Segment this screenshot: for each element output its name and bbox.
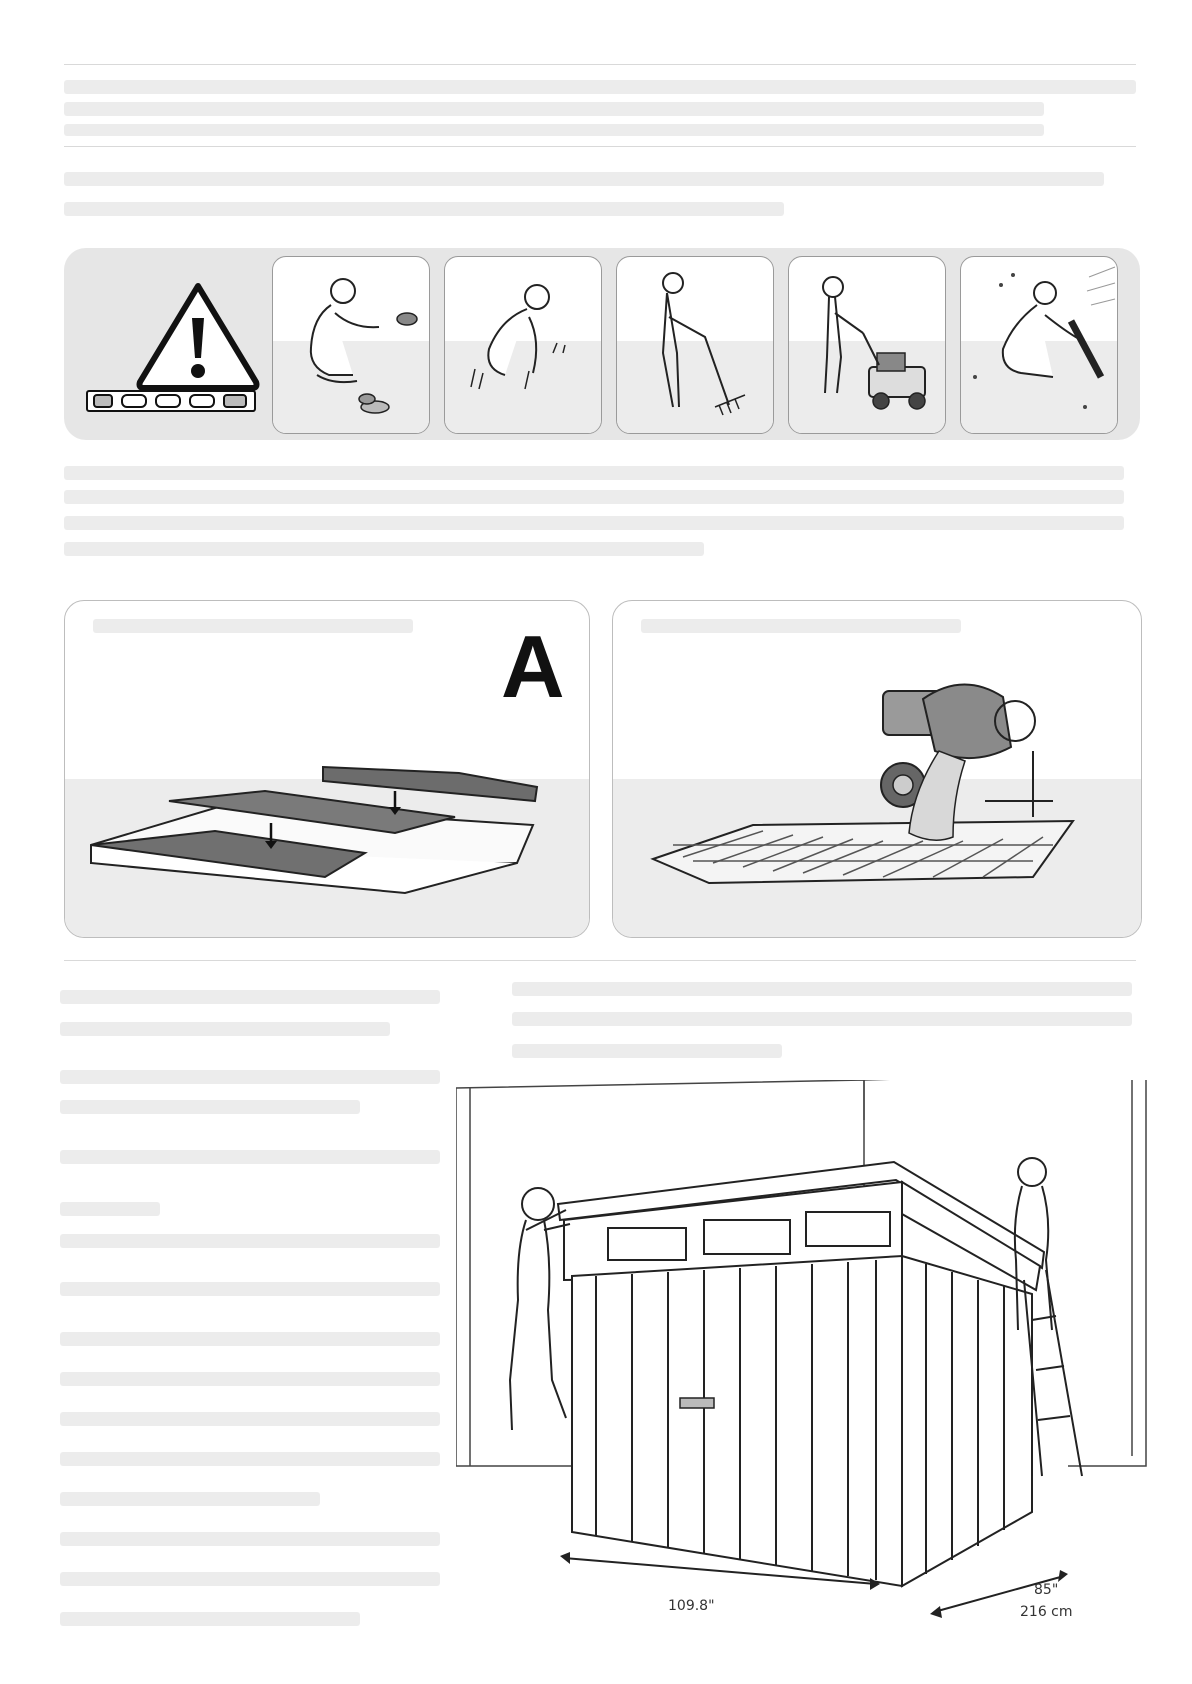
level-ground-icon xyxy=(961,257,1117,433)
rake-tile xyxy=(616,256,774,434)
faint-text-line xyxy=(60,1234,440,1248)
faint-text-line xyxy=(64,516,1124,530)
faint-text-line xyxy=(60,1532,440,1546)
mow-lawn-tile xyxy=(788,256,946,434)
faint-text-line xyxy=(64,466,1124,480)
option-a-letter: A xyxy=(501,617,565,716)
faint-text-line xyxy=(60,1202,160,1216)
concrete-pour-illustration xyxy=(613,601,1141,937)
faint-text-line xyxy=(60,1070,440,1084)
faint-text-line xyxy=(60,1572,440,1586)
rake-icon xyxy=(617,257,773,433)
decking-illustration xyxy=(65,601,589,937)
faint-text-line xyxy=(60,1332,440,1346)
faint-text-line xyxy=(60,1492,320,1506)
section-rule xyxy=(64,146,1136,147)
foundation-option-b-panel xyxy=(612,600,1142,938)
top-rule xyxy=(64,64,1136,65)
level-ground-tile xyxy=(960,256,1118,434)
section-rule xyxy=(64,960,1136,961)
pull-weeds-tile xyxy=(444,256,602,434)
faint-text-line xyxy=(512,1012,1132,1026)
shed-width-inches-label: 109.8" xyxy=(668,1598,715,1614)
shed-depth-inches-label: 85" xyxy=(1034,1582,1059,1598)
faint-text-line xyxy=(60,990,440,1004)
faint-text-line xyxy=(60,1022,390,1036)
faint-text-line xyxy=(60,1372,440,1386)
spirit-level-icon xyxy=(86,390,256,412)
faint-text-line xyxy=(60,1412,440,1426)
faint-text-line xyxy=(60,1100,360,1114)
faint-text-line xyxy=(512,982,1132,996)
faint-text-line xyxy=(64,202,784,216)
faint-text-line xyxy=(60,1150,440,1164)
pull-weeds-icon xyxy=(445,257,601,433)
faint-text-line xyxy=(60,1282,440,1296)
faint-text-line xyxy=(64,124,1044,136)
faint-text-line xyxy=(64,172,1104,186)
foundation-option-a-panel xyxy=(64,600,590,938)
faint-text-line xyxy=(64,542,704,556)
faint-text-line xyxy=(60,1612,360,1626)
shed-depth-cm-label: 216 cm xyxy=(1020,1604,1073,1620)
clear-stones-tile xyxy=(272,256,430,434)
faint-text-line xyxy=(64,80,1136,94)
faint-text-line xyxy=(512,1044,782,1058)
warning-icon xyxy=(108,278,288,408)
clear-stones-icon xyxy=(273,257,429,433)
faint-text-line xyxy=(64,490,1124,504)
faint-text-line xyxy=(64,102,1044,116)
mow-lawn-icon xyxy=(789,257,945,433)
faint-text-line xyxy=(60,1452,440,1466)
